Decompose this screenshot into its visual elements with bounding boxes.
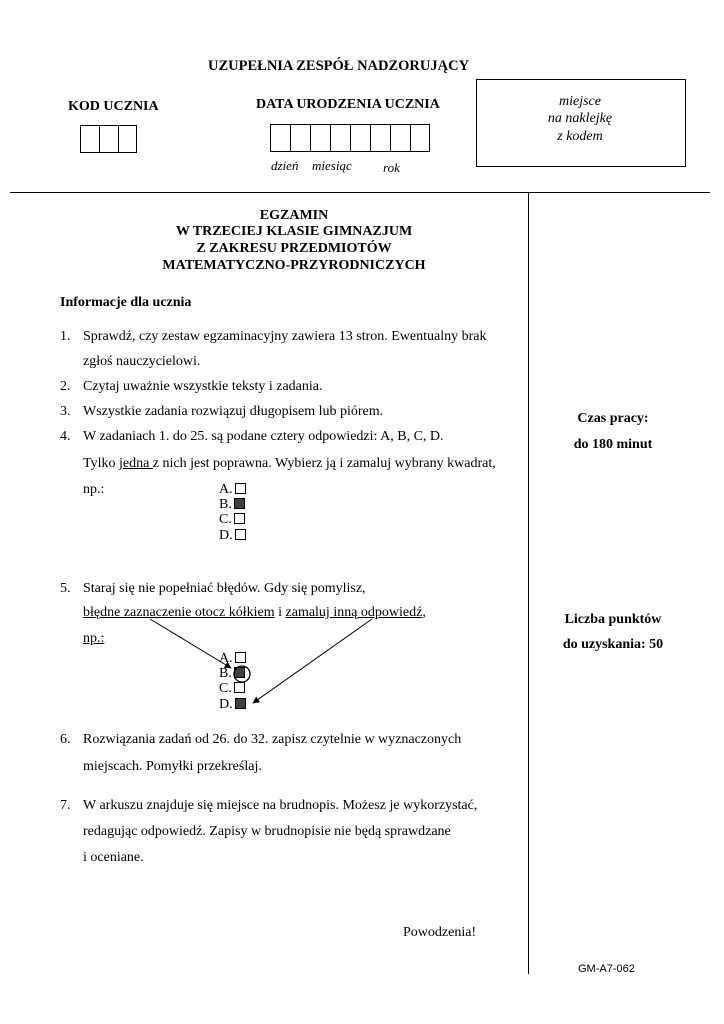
example-label-text: np.: (83, 631, 105, 646)
exam-title-line: MATEMATYCZNO-PRZYRODNICZYCH (162, 258, 426, 273)
emphasis-one: jedna (118, 456, 153, 471)
item-number: 5. (60, 581, 71, 596)
item-number: 1. (60, 329, 71, 344)
item-text: Staraj się nie popełniać błędów. Gdy się pomylisz, (83, 581, 366, 596)
arrow-to-filled-icon (253, 619, 372, 703)
item-text: W arkuszu znajduje się miejsce na brudnopis. Możesz je wykorzystać, (83, 798, 478, 813)
exam-title-line: EGZAMIN (259, 208, 329, 223)
emphasis-fill: zamaluj inną odpowiedź (285, 605, 423, 620)
item-text-cont: i oceniane. (83, 850, 144, 865)
option-letter: C. (219, 512, 232, 527)
option-letter: B. (219, 497, 232, 512)
day-label: dzień (271, 158, 299, 173)
sticker-text-line: z kodem (557, 129, 603, 144)
item-text-cont: redagując odpowiedź. Zapisy w brudnopisie nie będą sprawdzane (83, 824, 451, 839)
exam-title-line: Z ZAKRESU PRZEDMIOTÓW (196, 241, 392, 256)
item-number: 7. (60, 798, 71, 813)
option-letter: A. (219, 651, 233, 666)
sticker-text-line: miejsce (559, 94, 601, 109)
item-text: Czytaj uważnie wszystkie teksty i zadania. (83, 379, 323, 394)
item-number: 4. (60, 429, 71, 444)
emphasis-circle: błędne zaznaczenie otocz kółkiem (83, 605, 275, 620)
item-text-cont: zgłoś nauczycielowi. (83, 354, 201, 369)
option-letter: A. (219, 482, 233, 497)
arrow-to-circle-icon (150, 619, 231, 668)
option-letter: D. (219, 697, 233, 712)
example-label: np.: (83, 482, 105, 497)
time-label: Czas pracy: (577, 411, 649, 426)
exam-title-line: W TRZECIEJ KLASIE GIMNAZJUM (175, 224, 413, 239)
text-part: , (422, 605, 426, 620)
birth-date-label: DATA URODZENIA UCZNIA (256, 97, 440, 112)
text-part: Tylko (83, 456, 119, 471)
points-value: do uzyskania: 50 (562, 637, 664, 652)
item-number: 3. (60, 404, 71, 419)
sticker-text-line: na naklejkę (547, 111, 613, 126)
text-part: i (274, 605, 286, 620)
info-heading: Informacje dla ucznia (60, 295, 192, 310)
month-label: miesiąc (312, 158, 352, 173)
item-number: 2. (60, 379, 71, 394)
list-item-7 (60, 798, 477, 814)
correction-circle-icon (234, 666, 250, 682)
student-code-label: KOD UCZNIA (68, 99, 159, 114)
item-text: W zadaniach 1. do 25. są podane cztery odpowiedzi: A, B, C, D. (83, 429, 444, 444)
time-value: do 180 minut (573, 437, 653, 452)
item-text: Wszystkie zadania rozwiązuj długopisem lub piórem. (83, 404, 384, 419)
good-luck-text: Powodzenia! (403, 925, 477, 940)
option-letter: B. (219, 666, 232, 681)
supervisor-heading: UZUPEŁNIA ZESPÓŁ NADZORUJĄCY (208, 58, 470, 74)
item-text: Rozwiązania zadań od 26. do 32. zapisz czytelnie w wyznaczonych (83, 732, 462, 747)
item-number: 6. (60, 732, 71, 747)
item-text-cont: miejscach. Pomyłki przekreślaj. (83, 759, 262, 774)
text-part: z nich jest poprawna. Wybierz ją i zamaluj wybrany kwadrat, (152, 456, 496, 471)
year-label: rok (383, 160, 400, 175)
sheet-code: GM-A7-062 (578, 963, 635, 975)
list-item-6 (60, 732, 461, 748)
points-label: Liczba punktów (564, 612, 662, 627)
option-letter: C. (219, 681, 232, 696)
item-text: Sprawdź, czy zestaw egzaminacyjny zawiera 13 stron. Ewentualny brak (83, 329, 487, 344)
option-letter: D. (219, 528, 233, 543)
